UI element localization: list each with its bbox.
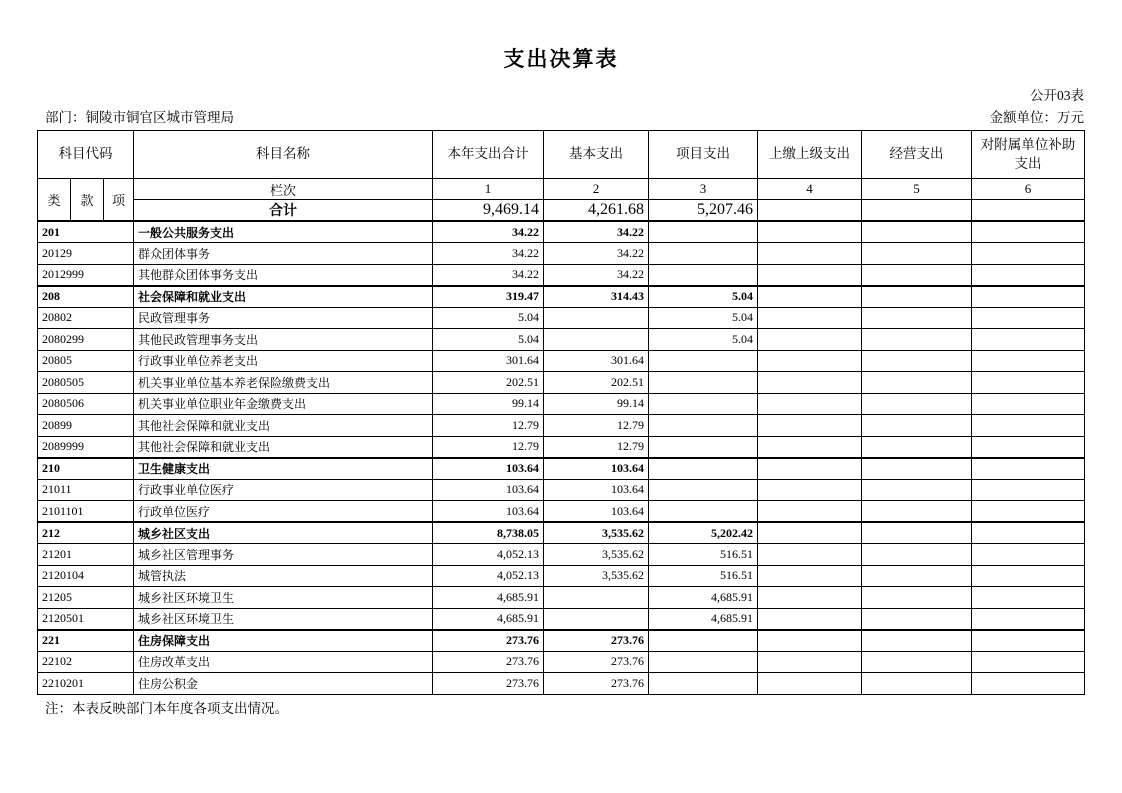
column-number-2: 2 (544, 179, 649, 200)
value-cell (758, 565, 862, 587)
subject-name-cell: 卫生健康支出 (134, 458, 433, 480)
grand-total-value-4 (758, 200, 862, 222)
column-index-label: 栏次 (134, 179, 433, 200)
value-cell: 5.04 (649, 307, 758, 329)
value-cell: 314.43 (544, 286, 649, 308)
value-cell (972, 264, 1085, 286)
value-cell (862, 329, 972, 351)
value-cell: 273.76 (433, 630, 544, 652)
value-cell (649, 243, 758, 265)
value-cell (758, 587, 862, 609)
value-cell (972, 415, 1085, 437)
value-cell: 273.76 (433, 651, 544, 673)
table-row (38, 522, 1085, 544)
value-cell: 103.64 (544, 501, 649, 523)
value-cell: 3,535.62 (544, 565, 649, 587)
subject-code-cell: 2080299 (38, 329, 134, 351)
value-cell (649, 673, 758, 695)
subject-name-cell: 行政事业单位医疗 (134, 479, 433, 501)
value-cell: 103.64 (433, 479, 544, 501)
value-cell (862, 630, 972, 652)
table-row (38, 372, 1085, 394)
table-row (38, 501, 1085, 523)
header-item: 项 (104, 179, 134, 222)
subject-code-cell: 2089999 (38, 436, 134, 458)
table-row (38, 630, 1085, 652)
value-cell: 4,052.13 (433, 565, 544, 587)
value-cell (862, 264, 972, 286)
header-subject-code: 科目代码 (38, 131, 134, 179)
value-cell: 34.22 (433, 264, 544, 286)
subject-name-cell: 城管执法 (134, 565, 433, 587)
value-cell (972, 587, 1085, 609)
value-cell (862, 307, 972, 329)
subject-code-cell: 21201 (38, 544, 134, 566)
value-cell: 103.64 (433, 501, 544, 523)
subject-name-cell: 城乡社区支出 (134, 522, 433, 544)
value-cell: 12.79 (433, 415, 544, 437)
subject-name-cell: 民政管理事务 (134, 307, 433, 329)
value-cell (862, 673, 972, 695)
header-row-column-index (38, 179, 1085, 200)
header-section: 款 (71, 179, 104, 222)
table-row (38, 286, 1085, 308)
subject-name-cell: 其他民政管理事务支出 (134, 329, 433, 351)
header-row-main (38, 131, 1085, 179)
value-cell (862, 393, 972, 415)
value-cell: 3,535.62 (544, 544, 649, 566)
value-cell: 273.76 (544, 630, 649, 652)
value-cell (758, 436, 862, 458)
value-cell: 103.64 (544, 479, 649, 501)
subject-name-cell: 机关事业单位职业年金缴费支出 (134, 393, 433, 415)
value-cell (758, 415, 862, 437)
value-cell (862, 544, 972, 566)
value-cell: 5.04 (433, 329, 544, 351)
value-cell (758, 329, 862, 351)
grand-total-label: 合计 (134, 200, 433, 222)
value-cell (758, 608, 862, 630)
subject-code-cell: 20805 (38, 350, 134, 372)
header-subsidy-affiliated: 对附属单位补助支出 (972, 131, 1085, 179)
subject-code-cell: 21011 (38, 479, 134, 501)
value-cell: 103.64 (544, 458, 649, 480)
table-row (38, 458, 1085, 480)
value-cell: 5,202.42 (649, 522, 758, 544)
value-cell: 34.22 (433, 221, 544, 243)
subject-code-cell: 20129 (38, 243, 134, 265)
value-cell (649, 630, 758, 652)
value-cell: 12.79 (544, 436, 649, 458)
subject-code-cell: 2120501 (38, 608, 134, 630)
table-body (38, 221, 1085, 694)
unit-label: 金额单位：万元 (989, 110, 1084, 125)
form-code-label: 公开03表 (1030, 88, 1084, 103)
value-cell (862, 608, 972, 630)
value-cell (649, 501, 758, 523)
table-row (38, 415, 1085, 437)
column-number-4: 4 (758, 179, 862, 200)
value-cell (972, 243, 1085, 265)
value-cell: 516.51 (649, 565, 758, 587)
subject-code-cell: 2210201 (38, 673, 134, 695)
value-cell (972, 372, 1085, 394)
value-cell (862, 522, 972, 544)
table-row (38, 243, 1085, 265)
value-cell (972, 522, 1085, 544)
value-cell (972, 608, 1085, 630)
subject-name-cell: 机关事业单位基本养老保险缴费支出 (134, 372, 433, 394)
value-cell (758, 372, 862, 394)
subject-code-cell: 2101101 (38, 501, 134, 523)
value-cell: 4,685.91 (649, 587, 758, 609)
value-cell (972, 307, 1085, 329)
value-cell (972, 221, 1085, 243)
grand-total-value-2: 4,261.68 (544, 200, 649, 222)
value-cell (972, 565, 1085, 587)
grand-total-row (38, 200, 1085, 222)
value-cell (862, 372, 972, 394)
value-cell (972, 651, 1085, 673)
value-cell (972, 286, 1085, 308)
value-cell: 202.51 (544, 372, 649, 394)
value-cell: 301.64 (433, 350, 544, 372)
subject-name-cell: 其他群众团体事务支出 (134, 264, 433, 286)
value-cell: 34.22 (544, 221, 649, 243)
value-cell (758, 501, 862, 523)
value-cell (972, 393, 1085, 415)
value-cell (972, 479, 1085, 501)
column-number-3: 3 (649, 179, 758, 200)
table-row (38, 264, 1085, 286)
value-cell: 12.79 (433, 436, 544, 458)
subject-name-cell: 城乡社区环境卫生 (134, 608, 433, 630)
value-cell (862, 565, 972, 587)
value-cell: 4,685.91 (433, 587, 544, 609)
header-project-expenditure: 项目支出 (649, 131, 758, 179)
value-cell (649, 264, 758, 286)
table-row (38, 221, 1085, 243)
value-cell: 4,685.91 (433, 608, 544, 630)
value-cell: 103.64 (433, 458, 544, 480)
subject-name-cell: 住房保障支出 (134, 630, 433, 652)
grand-total-value-5 (862, 200, 972, 222)
value-cell: 319.47 (433, 286, 544, 308)
subject-name-cell: 行政事业单位养老支出 (134, 350, 433, 372)
subject-code-cell: 2080505 (38, 372, 134, 394)
value-cell: 99.14 (433, 393, 544, 415)
value-cell (649, 350, 758, 372)
table-note: 注：本表反映部门本年度各项支出情况。 (45, 701, 288, 716)
column-number-6: 6 (972, 179, 1085, 200)
table-header (38, 131, 1085, 222)
grand-total-value-3: 5,207.46 (649, 200, 758, 222)
header-upward-payment: 上缴上级支出 (758, 131, 862, 179)
table-row (38, 329, 1085, 351)
header-subject-name: 科目名称 (134, 131, 433, 179)
value-cell (862, 479, 972, 501)
value-cell: 4,685.91 (649, 608, 758, 630)
value-cell (758, 630, 862, 652)
subject-code-cell: 2120104 (38, 565, 134, 587)
subject-name-cell: 住房改革支出 (134, 651, 433, 673)
subject-code-cell: 210 (38, 458, 134, 480)
subject-name-cell: 社会保障和就业支出 (134, 286, 433, 308)
value-cell: 273.76 (544, 673, 649, 695)
value-cell (972, 501, 1085, 523)
expenditure-table (37, 130, 1085, 695)
subject-name-cell: 群众团体事务 (134, 243, 433, 265)
subject-code-cell: 20899 (38, 415, 134, 437)
value-cell (544, 329, 649, 351)
value-cell (649, 479, 758, 501)
value-cell (649, 458, 758, 480)
column-number-1: 1 (433, 179, 544, 200)
value-cell (649, 436, 758, 458)
header-total-expenditure: 本年支出合计 (433, 131, 544, 179)
value-cell (544, 587, 649, 609)
value-cell (862, 501, 972, 523)
value-cell (758, 221, 862, 243)
subject-code-cell: 212 (38, 522, 134, 544)
value-cell (649, 221, 758, 243)
value-cell: 5.04 (649, 286, 758, 308)
value-cell: 34.22 (544, 264, 649, 286)
value-cell (972, 673, 1085, 695)
value-cell: 34.22 (544, 243, 649, 265)
value-cell: 12.79 (544, 415, 649, 437)
value-cell (758, 350, 862, 372)
subject-code-cell: 22102 (38, 651, 134, 673)
header-class: 类 (38, 179, 71, 222)
value-cell (758, 673, 862, 695)
table-row (38, 350, 1085, 372)
value-cell: 516.51 (649, 544, 758, 566)
table-row (38, 479, 1085, 501)
subject-code-cell: 2080506 (38, 393, 134, 415)
table-row (38, 544, 1085, 566)
subject-name-cell: 城乡社区管理事务 (134, 544, 433, 566)
table-row (38, 307, 1085, 329)
subject-name-cell: 行政单位医疗 (134, 501, 433, 523)
subject-code-cell: 208 (38, 286, 134, 308)
subject-code-cell: 201 (38, 221, 134, 243)
value-cell (972, 329, 1085, 351)
value-cell (862, 286, 972, 308)
subject-code-cell: 2012999 (38, 264, 134, 286)
meta-row (45, 106, 1084, 126)
value-cell (972, 458, 1085, 480)
subject-name-cell: 一般公共服务支出 (134, 221, 433, 243)
value-cell (758, 264, 862, 286)
grand-total-value-1: 9,469.14 (433, 200, 544, 222)
department-label: 部门：铜陵市铜官区城市管理局 (45, 110, 234, 125)
value-cell (862, 221, 972, 243)
table-row (38, 673, 1085, 695)
value-cell (758, 307, 862, 329)
value-cell (758, 286, 862, 308)
value-cell (972, 436, 1085, 458)
value-cell: 273.76 (544, 651, 649, 673)
value-cell (649, 393, 758, 415)
value-cell: 8,738.05 (433, 522, 544, 544)
subject-code-cell: 221 (38, 630, 134, 652)
value-cell (649, 651, 758, 673)
subject-name-cell: 其他社会保障和就业支出 (134, 436, 433, 458)
value-cell (758, 522, 862, 544)
value-cell: 3,535.62 (544, 522, 649, 544)
subject-name-cell: 住房公积金 (134, 673, 433, 695)
value-cell (862, 415, 972, 437)
value-cell (972, 544, 1085, 566)
value-cell: 301.64 (544, 350, 649, 372)
subject-name-cell: 其他社会保障和就业支出 (134, 415, 433, 437)
subject-name-cell: 城乡社区环境卫生 (134, 587, 433, 609)
value-cell: 34.22 (433, 243, 544, 265)
value-cell (758, 651, 862, 673)
value-cell (758, 243, 862, 265)
table-row (38, 587, 1085, 609)
header-basic-expenditure: 基本支出 (544, 131, 649, 179)
column-number-5: 5 (862, 179, 972, 200)
table-row (38, 651, 1085, 673)
value-cell (972, 350, 1085, 372)
value-cell: 5.04 (649, 329, 758, 351)
value-cell (862, 243, 972, 265)
value-cell (544, 307, 649, 329)
value-cell (862, 350, 972, 372)
value-cell: 273.76 (433, 673, 544, 695)
value-cell: 4,052.13 (433, 544, 544, 566)
page-title: 支出决算表 (503, 48, 619, 71)
subject-code-cell: 20802 (38, 307, 134, 329)
value-cell (862, 587, 972, 609)
subject-code-cell: 21205 (38, 587, 134, 609)
value-cell (544, 608, 649, 630)
value-cell: 5.04 (433, 307, 544, 329)
value-cell: 202.51 (433, 372, 544, 394)
value-cell (758, 458, 862, 480)
table-row (38, 565, 1085, 587)
value-cell (862, 458, 972, 480)
value-cell (862, 651, 972, 673)
value-cell (649, 415, 758, 437)
header-operating-expenditure: 经营支出 (862, 131, 972, 179)
table-row (38, 393, 1085, 415)
value-cell (972, 630, 1085, 652)
table-row (38, 436, 1085, 458)
value-cell (758, 479, 862, 501)
value-cell (862, 436, 972, 458)
table-row (38, 608, 1085, 630)
value-cell: 99.14 (544, 393, 649, 415)
grand-total-value-6 (972, 200, 1085, 222)
value-cell (649, 372, 758, 394)
value-cell (758, 544, 862, 566)
value-cell (758, 393, 862, 415)
